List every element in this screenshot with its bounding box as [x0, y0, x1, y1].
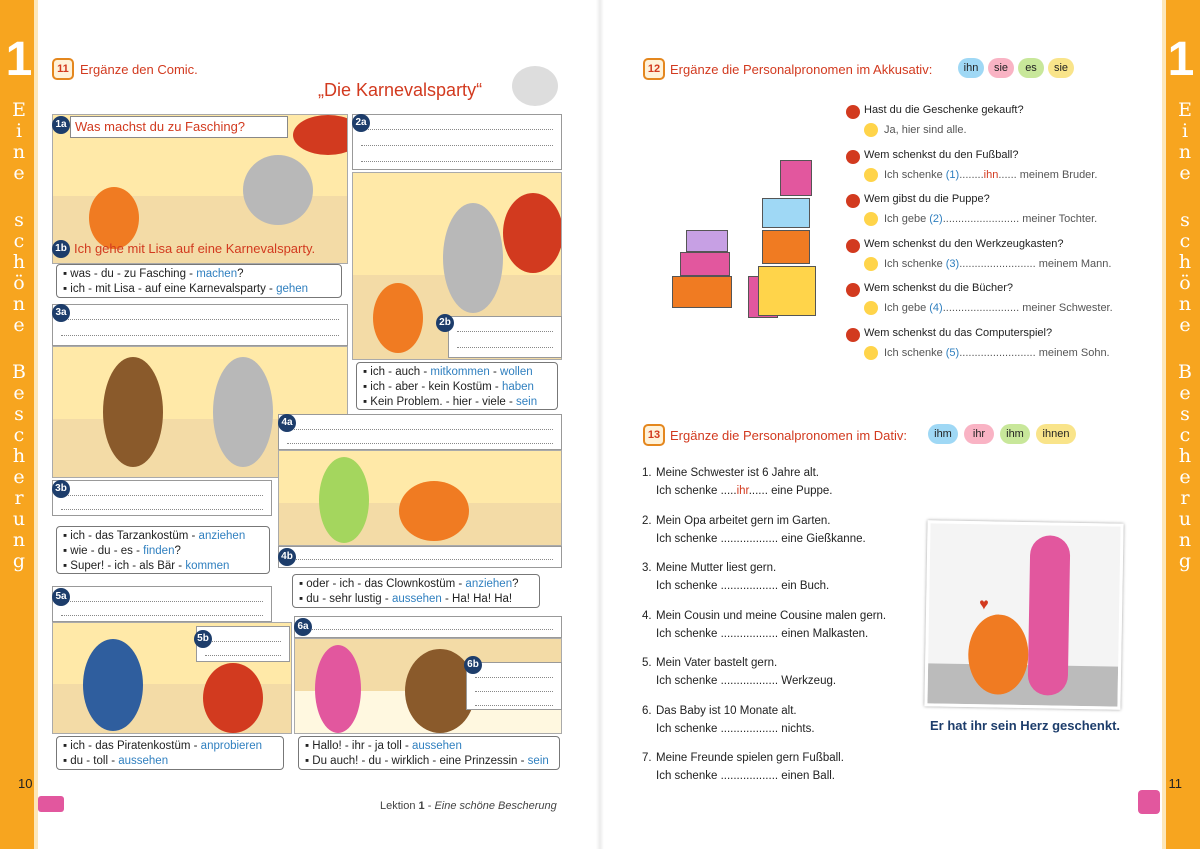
speaker-boy-icon [846, 105, 860, 119]
dative-item-3 [642, 559, 829, 595]
hint-verb: aussehen [391, 593, 442, 605]
item-sentence: Meine Freunde spielen gern Fußball. [656, 752, 844, 764]
panel-6a-answer-box[interactable] [294, 616, 562, 638]
hint-text: ich - das Piratenkostüm - [70, 740, 201, 752]
hint-verb: kommen [185, 560, 230, 572]
answer-1: Ja, hier sind alle. [884, 124, 967, 136]
item-sentence: Mein Vater bastelt gern. [656, 657, 778, 669]
hint-verb: sein [527, 755, 549, 767]
pronoun-pill-ihnen: ihnen [1036, 424, 1076, 444]
bullet-icon: ▪ [363, 396, 371, 408]
chapter-title-letter: s [1180, 403, 1190, 425]
item-answer-line[interactable] [642, 767, 844, 785]
hint-text: du - sehr lustig - [306, 593, 392, 605]
item-answer-line[interactable] [642, 672, 836, 690]
answer-a_pre: Ich schenke [884, 347, 946, 359]
pronoun-pill-sie: sie [988, 58, 1014, 78]
hint-row [305, 739, 553, 754]
answer-a_post: meinem Sohn. [1038, 347, 1110, 359]
hint-text: ? [512, 578, 519, 590]
panel-6a-badge: 6a [294, 618, 312, 636]
jester-icon [1138, 790, 1160, 814]
answer-a_pre: Ich schenke [884, 168, 946, 181]
page-number-right: 11 [1168, 776, 1182, 791]
hint-verb: anziehen [465, 578, 513, 590]
gift-icon [38, 796, 64, 812]
hints-panel-5 [56, 736, 284, 770]
item-answer-line[interactable] [642, 482, 832, 500]
answer-dots1: .................. [720, 580, 782, 592]
hint-row [363, 365, 551, 380]
page-number-left: 10 [18, 776, 33, 791]
question-2: Wem schenkst du den Fußball? [864, 148, 1019, 161]
speaker-boy-icon [846, 283, 860, 297]
chapter-number-right: 1 [1167, 33, 1195, 86]
mouse-logo-icon [512, 66, 558, 106]
exercise-11-title: Ergänze den Comic. [80, 62, 198, 77]
clown-character-icon [319, 457, 369, 543]
panel-1a-badge: 1a [52, 116, 70, 134]
hint-verb: machen [196, 268, 238, 280]
exercise-13-title: Ergänze die Personalpronomen im Dativ: [670, 428, 908, 443]
dative-item-1 [642, 464, 832, 500]
item-answer-line[interactable] [642, 530, 866, 548]
hint-verb: mitkommen [430, 366, 490, 378]
chapter-title-letter: i [15, 120, 23, 142]
bullet-icon: ▪ [299, 578, 307, 590]
hint-row [63, 754, 277, 769]
answer-dots1: ......................... [942, 302, 1023, 315]
answer-dots1: ........ [959, 168, 984, 181]
bullet-icon: ▪ [63, 740, 71, 752]
hint-text: ich - auch - [370, 366, 431, 378]
chapter-title-letter: e [1179, 314, 1191, 336]
panel-2b-answer-box[interactable] [448, 316, 562, 358]
gift-box-icon [680, 252, 730, 276]
mouse-character-icon [213, 357, 273, 467]
chapter-title-letter: B [1178, 361, 1192, 383]
hint-row [63, 267, 335, 282]
footer-lesson-number: 1 [418, 800, 425, 812]
hint-row [363, 380, 551, 395]
hint-verb: wollen [500, 366, 533, 378]
illustration-caption: Er hat ihr sein Herz geschenkt. [930, 718, 1121, 733]
hint-text: wie - du - es - [70, 545, 144, 557]
footer-title: Eine schöne Bescherung [434, 800, 557, 812]
answer-dots1: .................. [720, 532, 782, 545]
item-sentence: Mein Cousin und meine Cousine malen gern. [656, 609, 887, 622]
answer-dots1: .................. [720, 770, 782, 782]
answer-fill: ihr [736, 485, 749, 497]
pronoun-pill-sie-plural: sie [1048, 58, 1074, 78]
item-answer-line[interactable] [642, 720, 815, 738]
item-number: 1. [642, 467, 652, 479]
exercise-12-title: Ergänze die Personalpronomen im Akkusativ: [670, 62, 933, 77]
speaker-girl-icon [864, 123, 878, 137]
hint-verb: aussehen [118, 755, 169, 767]
hint-text: ich - mit Lisa - auf eine Karnevalsparty - [70, 283, 277, 295]
answer-post: eine Gießkanne. [781, 532, 866, 545]
chapter-title-letter: e [1179, 466, 1191, 488]
answer-pre: Ich schenke [656, 675, 721, 687]
hint-verb: gehen [276, 283, 309, 295]
bullet-icon: ▪ [63, 560, 71, 572]
question-4: Wem schenkst du den Werkzeugkasten? [864, 237, 1064, 250]
panel-1b-speech: Ich gehe mit Lisa auf eine Karnevalsparty. [74, 241, 316, 256]
chapter-title-letter: e [1179, 382, 1191, 404]
answer-dots2: ...... [998, 168, 1020, 181]
hint-text: oder - ich - das Clownkostüm - [306, 578, 466, 590]
speaker-girl-icon [864, 257, 878, 271]
panel-5a-badge: 5a [52, 588, 70, 606]
panel-4a-badge: 4a [278, 414, 296, 432]
item-number: 7. [642, 752, 652, 764]
chapter-title-letter: n [12, 529, 26, 551]
chapter-title-letter: g [12, 550, 26, 572]
hint-verb: aussehen [411, 740, 462, 752]
answer-dots1: .................. [720, 675, 782, 687]
chapter-title-letter: r [1180, 487, 1190, 509]
chapter-title-letter: s [14, 403, 24, 425]
chapter-title-letter: e [1179, 162, 1191, 184]
speaker-boy-icon [846, 150, 860, 164]
gift-box-icon [672, 276, 732, 308]
item-number: 2. [642, 514, 652, 527]
speaker-boy-icon [846, 328, 860, 342]
page-gutter [596, 0, 604, 849]
answer-num: (5) [945, 347, 960, 359]
pronoun-pill-ihr: ihr [964, 424, 994, 444]
hint-text: - [489, 366, 501, 378]
chapter-title-letter: c [13, 424, 25, 446]
hint-text: Super! - ich - als Bär - [70, 560, 186, 572]
speaker-girl-icon [864, 301, 878, 315]
chapter-title-letter: e [13, 314, 25, 336]
chapter-title-letter: n [12, 293, 26, 315]
chapter-title-vertical-left [0, 100, 38, 572]
panel-2a-answer-box[interactable] [352, 114, 562, 170]
chapter-title-letter: h [1178, 445, 1192, 467]
chapter-title-letter: n [12, 141, 26, 163]
mouse-character-icon [203, 663, 263, 733]
chapter-title-letter: c [1179, 424, 1191, 446]
panel-5b-badge: 5b [194, 630, 212, 648]
panel-2b-badge: 2b [436, 314, 454, 332]
chapter-title-letter: s [14, 209, 24, 231]
dative-item-6 [642, 702, 815, 738]
answer-dots1: .................. [720, 627, 782, 640]
chapter-title-letter: s [1180, 209, 1190, 231]
girl-character-icon [1028, 535, 1071, 696]
question-6: Wem schenkst du das Computerspiel? [864, 327, 1053, 339]
item-sentence: Meine Schwester ist 6 Jahre alt. [656, 467, 819, 479]
gift-box-icon [762, 230, 810, 264]
couple-illustration [924, 520, 1123, 709]
answer-dots1: ......................... [942, 213, 1023, 226]
bullet-icon: ▪ [363, 381, 371, 393]
answer-a_pre: Ich gebe [884, 213, 930, 226]
exercise-12-number: 12 [643, 58, 665, 80]
chapter-title-letter: n [1178, 141, 1192, 163]
pirate-mouse-icon [83, 639, 143, 731]
hint-row [63, 559, 263, 574]
exercise-13-number: 13 [643, 424, 665, 446]
answer-post: ein Buch. [781, 580, 830, 592]
hints-panel-3 [56, 526, 270, 574]
speaker-girl-icon [864, 346, 878, 360]
hint-text: ? [237, 268, 244, 280]
answer-dots1: ......................... [959, 347, 1039, 359]
hint-row [363, 395, 551, 410]
bullet-icon: ▪ [63, 545, 71, 557]
panel-2a-badge: 2a [352, 114, 370, 132]
answer-a_pre: Ich gebe [884, 302, 930, 315]
item-answer-line[interactable] [642, 577, 829, 595]
question-5: Wem schenkst du die Bücher? [864, 282, 1013, 295]
bullet-icon: ▪ [63, 283, 71, 295]
chapter-title-letter: ö [1179, 272, 1191, 294]
item-number: 3. [642, 562, 652, 574]
panel-3a-badge: 3a [52, 304, 70, 322]
pronoun-pill-es: es [1018, 58, 1044, 78]
item-sentence: Das Baby ist 10 Monate alt. [656, 704, 797, 717]
chapter-title-letter: B [12, 361, 26, 383]
answer-a_post: meiner Tochter. [1022, 213, 1098, 226]
hints-panel-4 [292, 574, 540, 608]
item-number: 6. [642, 704, 652, 717]
answer-post: Werkzeug. [781, 675, 837, 687]
panel-1b-badge: 1b [52, 240, 70, 258]
bullet-icon: ▪ [299, 593, 307, 605]
panel-3b-badge: 3b [52, 480, 70, 498]
answer-6[interactable] [884, 347, 1110, 359]
chapter-title-letter: ö [13, 272, 25, 294]
item-sentence: Meine Mutter liest gern. [656, 562, 777, 574]
dative-item-2 [642, 512, 866, 548]
chapter-title-letter: n [1178, 529, 1192, 551]
chapter-title-letter: r [14, 487, 24, 509]
chapter-title-letter: u [1178, 508, 1192, 530]
chapter-title-letter: h [12, 445, 26, 467]
hint-text: Kein Problem. - hier - viele - [370, 396, 516, 408]
hint-text: Du auch! - du - wirklich - eine Prinzessin - [312, 755, 528, 767]
dative-item-4 [642, 607, 886, 643]
speaker-boy-icon [846, 194, 860, 208]
hint-row [299, 592, 533, 607]
speaker-boy-icon [846, 239, 860, 253]
question-1: Hast du die Geschenke gekauft? [864, 104, 1024, 116]
character-boy-icon [373, 283, 423, 353]
answer-a_post: meinem Bruder. [1019, 168, 1098, 181]
hint-verb: anziehen [198, 530, 246, 542]
footer [380, 800, 557, 812]
answer-pre: Ich schenke [656, 580, 721, 592]
answer-pre: Ich schenke [656, 532, 721, 545]
item-number: 5. [642, 657, 652, 669]
mouse-character-icon [243, 155, 313, 225]
bullet-icon: ▪ [363, 366, 371, 378]
hint-row [299, 577, 533, 592]
heart-icon: ♥ [979, 596, 989, 614]
right-chapter-bar [1162, 0, 1200, 849]
chapter-title-letter: g [1178, 550, 1192, 572]
panel-5a-answer-box[interactable] [52, 586, 272, 622]
hint-verb: anprobieren [200, 740, 263, 752]
left-chapter-bar [0, 0, 38, 849]
hint-row [63, 739, 277, 754]
chapter-title-letter: E [12, 99, 26, 121]
speaker-girl-icon [864, 168, 878, 182]
chapter-title-letter: h [1178, 251, 1192, 273]
answer-post: einen Ball. [781, 770, 836, 782]
comic-title: „Die Karnevalsparty“ [318, 80, 483, 100]
hint-row [305, 754, 553, 769]
hints-panel-6 [298, 736, 560, 770]
answer-a_post: meinem Mann. [1038, 257, 1112, 270]
chapter-title-letter: c [13, 230, 25, 252]
answer-a_pre: Ich schenke [884, 257, 946, 270]
chapter-title-letter: e [13, 162, 25, 184]
gift-box-icon [762, 198, 810, 228]
bullet-icon: ▪ [63, 268, 71, 280]
bullet-icon: ▪ [305, 755, 313, 767]
chapter-title-letter: e [13, 466, 25, 488]
chapter-title-vertical-right [1166, 100, 1200, 572]
chapter-title-letter: e [13, 382, 25, 404]
hint-row [63, 544, 263, 559]
dative-item-5 [642, 654, 836, 690]
panel-4b-badge: 4b [278, 548, 296, 566]
mouse-character-icon [443, 203, 503, 313]
speaker-girl-icon [864, 212, 878, 226]
hints-panel-2 [356, 362, 558, 410]
hint-text: was - du - zu Fasching - [70, 268, 197, 280]
hint-verb: sein [516, 396, 538, 408]
exercise-11-number: 11 [52, 58, 74, 80]
panel-4a-answer-box[interactable] [278, 414, 562, 450]
chapter-title-letter: u [12, 508, 26, 530]
footer-prefix: Lektion [380, 800, 419, 812]
hint-text: ich - das Tarzankostüm - [70, 530, 199, 542]
answer-pre: Ich schenke [656, 770, 721, 782]
dative-item-7 [642, 749, 844, 785]
answer-post: nichts. [781, 722, 815, 735]
answer-fill: ihn [983, 168, 999, 181]
panel-4-image [278, 450, 562, 546]
gift-box-icon [780, 160, 812, 196]
chapter-title-letter: i [1181, 120, 1189, 142]
chapter-title-letter: h [12, 251, 26, 273]
answer-num: (4) [929, 302, 943, 315]
answer-num: (3) [945, 257, 960, 270]
footer-separator: - [424, 800, 435, 812]
princess-mouse-icon [315, 645, 361, 733]
answer-pre: Ich schenke [656, 627, 721, 640]
pronoun-pill-ihn: ihn [958, 58, 984, 78]
mouse-character-icon [399, 481, 469, 541]
answer-dots1: ......................... [959, 257, 1039, 270]
bullet-icon: ▪ [305, 740, 313, 752]
item-answer-line[interactable] [642, 625, 886, 643]
answer-pre: Ich schenke [656, 485, 721, 497]
item-number: 4. [642, 609, 652, 622]
bullet-icon: ▪ [63, 530, 71, 542]
answer-num: (2) [929, 213, 943, 226]
panel-3a-answer-box[interactable] [52, 304, 348, 346]
bear-character-icon [103, 357, 163, 467]
gift-box-icon [686, 230, 728, 252]
gift-box-icon [758, 266, 816, 316]
answer-dots2: ...... [748, 485, 772, 497]
hint-text: du - toll - [70, 755, 119, 767]
answer-5[interactable] [884, 302, 1113, 314]
hint-row [63, 529, 263, 544]
hint-text: ? [174, 545, 181, 557]
panel-1a-speech: Was machst du zu Fasching? [70, 116, 288, 138]
pronoun-pill-ihm: ihm [928, 424, 958, 444]
panel-3b-answer-box[interactable] [52, 480, 272, 516]
hint-row [63, 282, 335, 297]
hint-text: - Ha! Ha! Ha! [441, 593, 513, 605]
hint-verb: haben [501, 381, 534, 393]
answer-4[interactable] [884, 258, 1111, 270]
answer-post: eine Puppe. [771, 485, 833, 497]
chapter-number-left: 1 [5, 33, 33, 86]
hint-text: Hallo! - ihr - ja toll - [312, 740, 412, 752]
answer-pre: Ich schenke [656, 722, 721, 735]
bullet-icon: ▪ [63, 755, 71, 767]
answer-3[interactable] [884, 213, 1097, 225]
answer-post: einen Malkasten. [781, 627, 869, 640]
question-3: Wem gibst du die Puppe? [864, 193, 990, 206]
answer-num: (1) [945, 168, 960, 181]
panel-6b-badge: 6b [464, 656, 482, 674]
hint-text: ich - aber - kein Kostüm - [370, 381, 502, 393]
answer-dots1: .................. [720, 722, 782, 735]
chapter-title-letter: n [1178, 293, 1192, 315]
chapter-title-letter: c [1179, 230, 1191, 252]
panel-4b-answer-box[interactable] [278, 546, 562, 568]
answer-dots1: ..... [720, 485, 737, 497]
hint-verb: finden [143, 545, 175, 557]
chest-icon [503, 193, 562, 273]
answer-2[interactable] [884, 169, 1097, 181]
item-sentence: Mein Opa arbeitet gern im Garten. [656, 514, 831, 527]
chapter-title-letter: E [1178, 99, 1192, 121]
hints-panel-1 [56, 264, 342, 298]
answer-a_post: meiner Schwester. [1022, 302, 1113, 315]
pronoun-pill-ihm-2: ihm [1000, 424, 1030, 444]
